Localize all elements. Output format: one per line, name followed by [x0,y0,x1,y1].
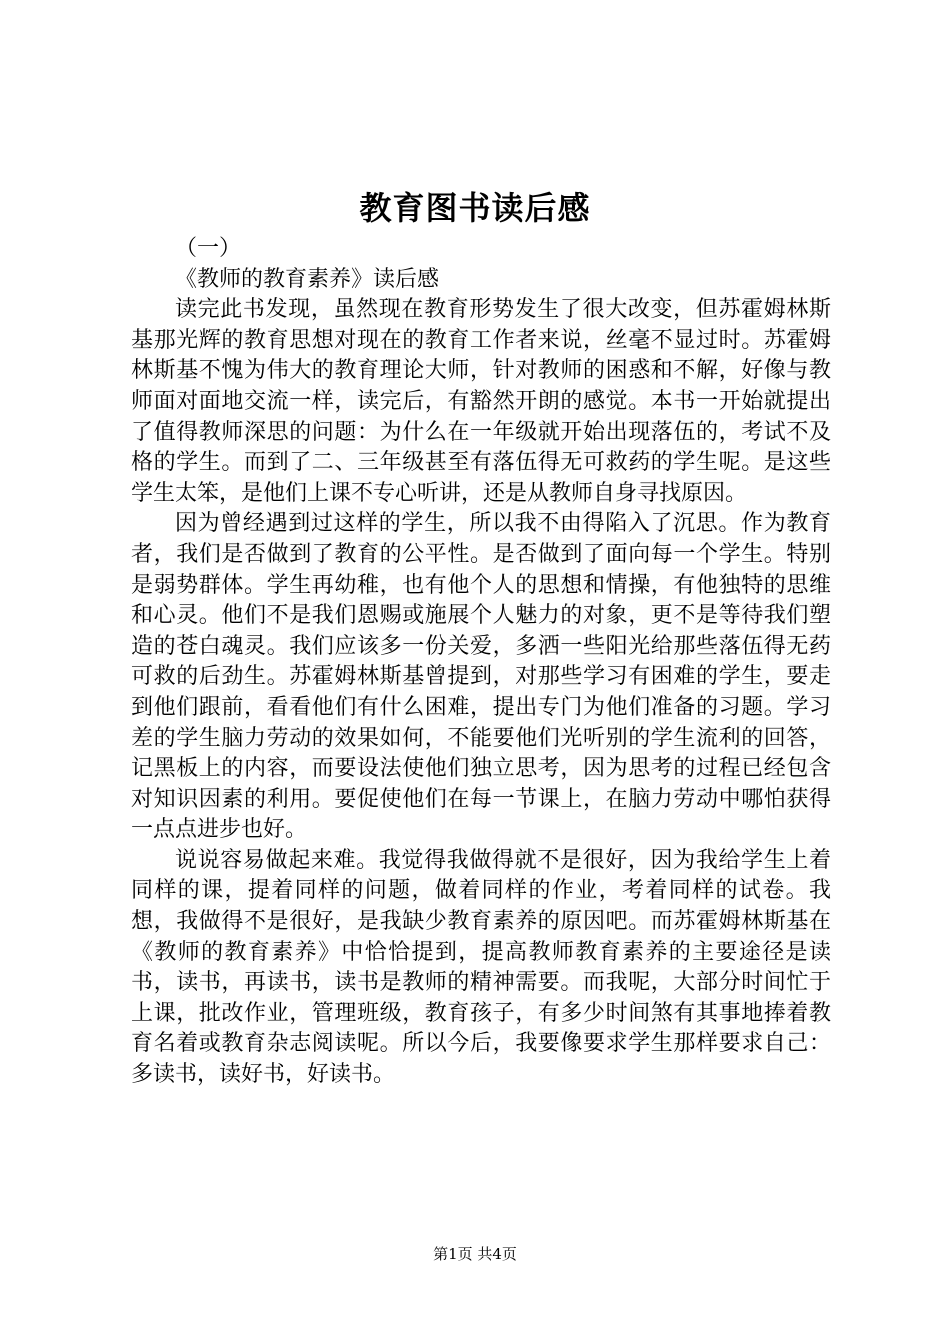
section-marker: （一） [175,236,242,261]
document-subtitle: 《教师的教育素养》读后感 [175,266,440,292]
paragraph-3: 说说容易做起来难。我觉得我做得就不是很好，因为我给学生上着同样的课，提着同样的问题，做着同样的作业，考着同样的试卷。我想，我做得不是很好，是我缺少教育素养的原因吧。而苏霍姆林斯基在《教师的教育素养》中恰恰提到，提高教师教育素养的主要途径是读书，读书，再读书，读书是教师的精神需要。而我呢，大部分时间忙于上课，批改作业，管理班级，教育孩子，有多少时间煞有其事地捧着教育名着或教育杂志阅读呢。所以今后，我要像要求学生那样要求自己：多读书，读好书，好读书。 [131,847,831,1088]
paragraph-2: 因为曾经遇到过这样的学生，所以我不由得陷入了沉思。作为教育者，我们是否做到了教育的公平性。是否做到了面向每一个学生。特别是弱势群体。学生再幼稚，也有他个人的思想和情操，有他独特的思维和心灵。他们不是我们恩赐或施展个人魅力的对象，更不是等待我们塑造的苍白魂灵。我们应该多一份关爱，多洒一些阳光给那些落伍得无药可救的后劲生。苏霍姆林斯基曾提到，对那些学习有困难的学生，要走到他们跟前，看看他们有什么困难，提出专门为他们准备的习题。学习差的学生脑力劳动的效果如何，不能要他们光听别的学生流利的回答，记黑板上的内容，而要设法使他们独立思考，因为思考的过程已经包含对知识因素的利用。要促使他们在每一节课上，在脑力劳动中哪怕获得一点点进步也好。 [131,511,831,843]
paragraph-1: 读完此书发现，虽然现在教育形势发生了很大改变，但苏霍姆林斯基那光辉的教育思想对现在的教育工作者来说，丝毫不显过时。苏霍姆林斯基不愧为伟大的教育理论大师，针对教师的困惑和不解，好像与教师面对面地交流一样，读完后，有豁然开朗的感觉。本书一开始就提出了值得教师深思的问题：为什么在一年级就开始出现落伍的，考试不及格的学生。而到了二、三年级甚至有落伍得无可救药的学生呢。是这些学生太笨，是他们上课不专心听讲，还是从教师自身寻找原因。 [131,297,831,506]
document-body [131,234,831,1091]
page-footer: 第1页 共4页 [433,1245,517,1263]
document-title: 教育图书读后感 [359,189,591,227]
